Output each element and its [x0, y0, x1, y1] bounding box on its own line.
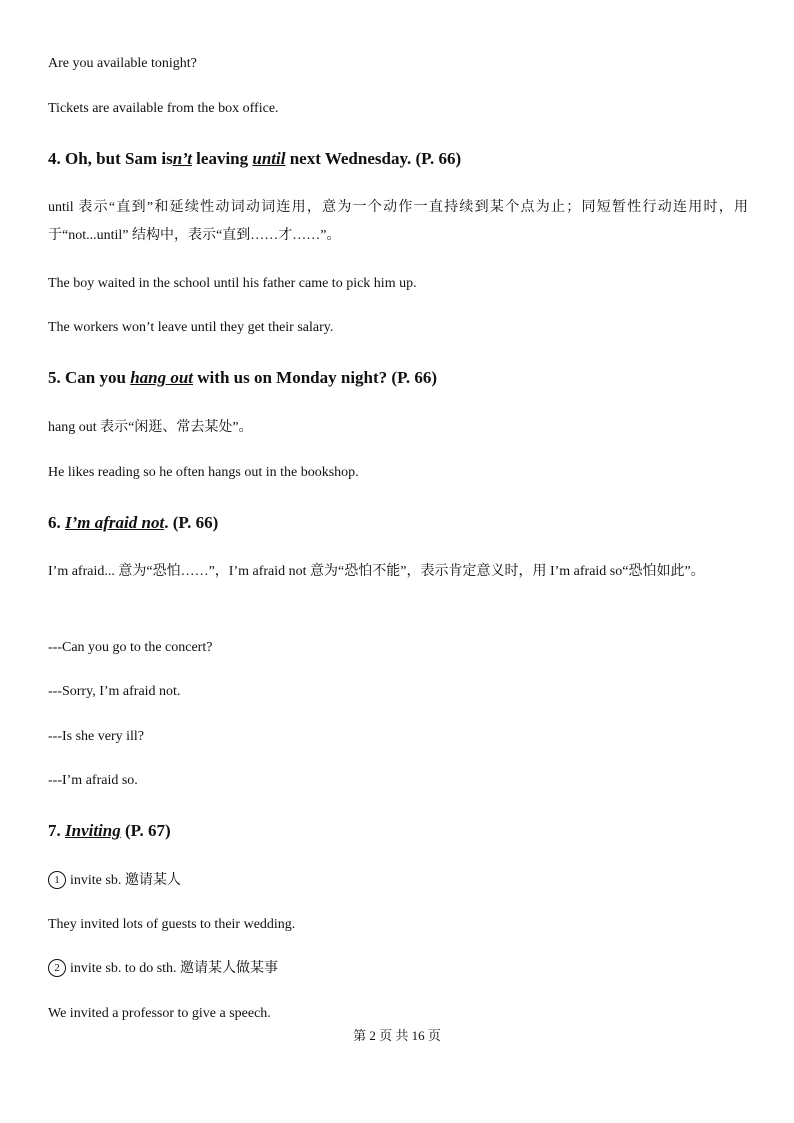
heading-emphasis: n’t — [172, 149, 192, 168]
example-sentence: The boy waited in the school until his father came to pick him up. — [48, 276, 417, 291]
page-footer: 第 2 页 共 16 页 — [353, 1028, 441, 1043]
dialogue-line: ---Is she very ill? — [48, 729, 145, 744]
heading-emphasis: until — [252, 149, 286, 168]
example-sentence: He likes reading so he often hangs out in the bookshop. — [48, 465, 359, 480]
usage-line: 2 invite sb. to do sth. 邀请某人做某事 — [48, 959, 748, 979]
section-heading-6: 6. I’m afraid not. (P. 66) — [48, 513, 219, 532]
section-heading-7: 7. Inviting (P. 67) — [48, 821, 171, 840]
heading-emphasis: Inviting — [65, 821, 121, 840]
explanation-paragraph: I’m afraid... 意为“恐怕……”，I’m afraid not 意为“恐怕不能”，表示肯定意义时，用 I’m afraid so“恐怕如此”。 — [48, 564, 705, 579]
circled-number-2: 2 — [48, 959, 66, 977]
explanation-paragraph: until 表示“直到”和延续性动词动词连用，意为一个动作一直持续到某个点为止；同短暂性行动连用时，用于“not...until” 结构中，表示“直到……才……”。 — [48, 200, 748, 243]
dialogue-line: ---I’m afraid so. — [48, 773, 138, 788]
example-sentence: Tickets are available from the box office. — [48, 101, 279, 116]
explanation-line: hang out 表示“闲逛、常去某处”。 — [48, 420, 253, 435]
example-sentence: They invited lots of guests to their wedding. — [48, 917, 296, 932]
example-sentence: The workers won’t leave until they get their salary. — [48, 320, 334, 335]
usage-line: 1 invite sb. 邀请某人 — [48, 871, 748, 891]
dialogue-line: ---Can you go to the concert? — [48, 640, 213, 655]
dialogue-line: ---Sorry, I’m afraid not. — [48, 684, 181, 699]
heading-emphasis: hang out — [130, 368, 194, 387]
heading-emphasis: I’m afraid not — [65, 513, 165, 532]
example-sentence: We invited a professor to give a speech. — [48, 1006, 271, 1021]
section-heading-4: 4. Oh, but Sam isn’t leaving until next Wednesday. (P. 66) — [48, 149, 462, 168]
example-sentence: Are you available tonight? — [48, 56, 197, 71]
circled-number-1: 1 — [48, 871, 66, 889]
section-heading-5: 5. Can you hang out with us on Monday night? (P. 66) — [48, 368, 438, 387]
